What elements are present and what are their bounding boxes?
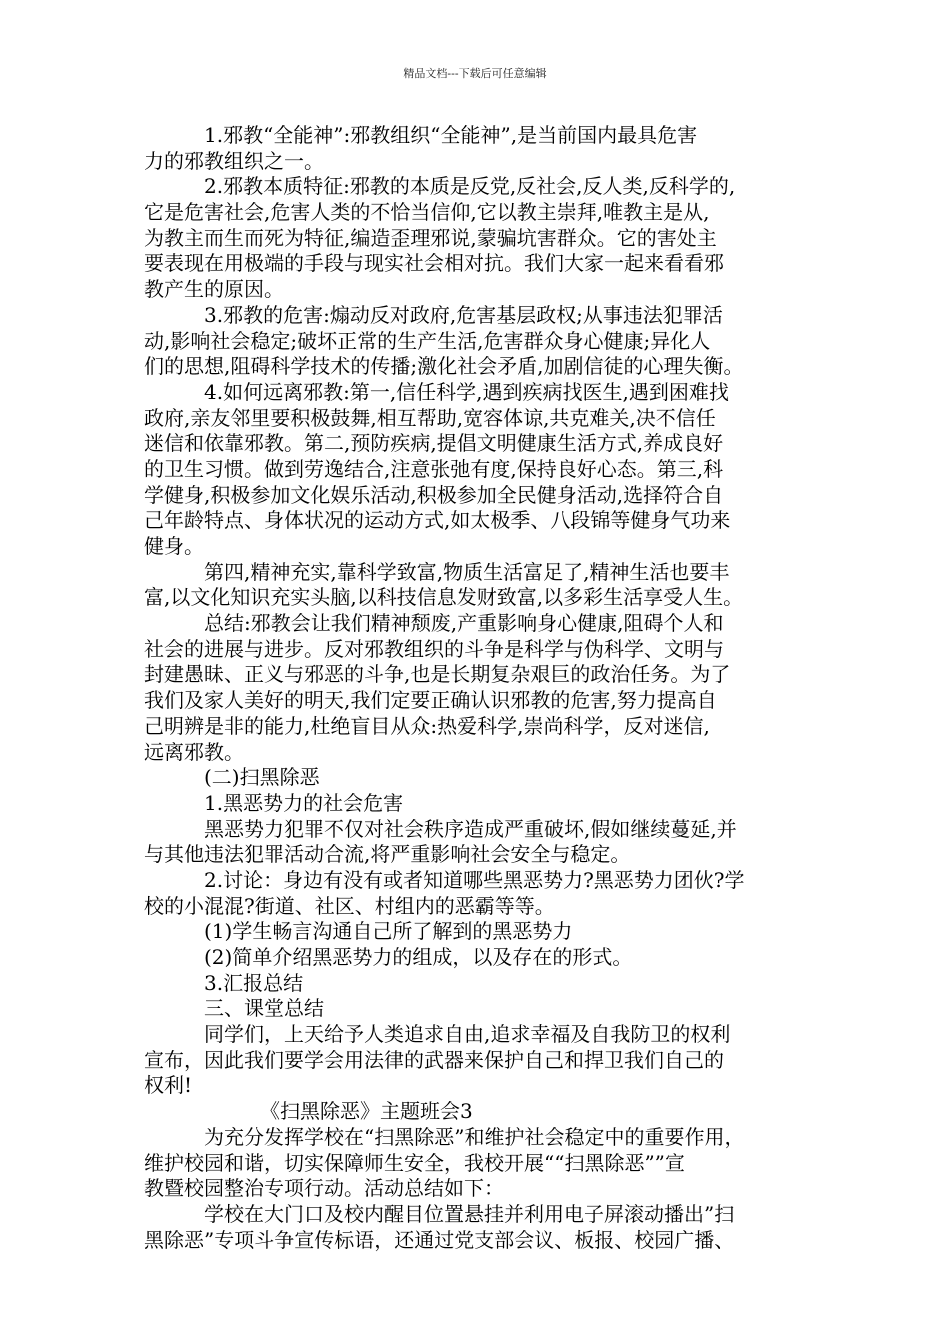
document-body (144, 123, 816, 1253)
text-line: 教暨校园整治专项行动。活动总结如下： (144, 1176, 504, 1201)
text-line: 宣布，因此我们要学会用法律的武器来保护自己和捍卫我们自己的 (144, 1047, 724, 1072)
text-line: 教产生的原因。 (144, 277, 284, 302)
text-line: 校的小混混?街道、社区、村组内的恶霸等等。 (144, 893, 555, 918)
text-line: 与其他违法犯罪活动合流,将严重影响社会安全与稳定。 (144, 842, 631, 867)
text-line: 我们及家人美好的明天,我们定要正确认识邪教的危害,努力提高自 (144, 688, 717, 713)
text-line: 黑除恶”专项斗争宣传标语，还通过党支部会议、板报、校园广播、 (144, 1227, 735, 1252)
text-line: 学校在大门口及校内醒目位置悬挂并利用电子屏滚动播出”扫 (204, 1201, 735, 1226)
text-line: 《扫黑除恶》主题班会3 (260, 1099, 473, 1124)
text-line: (2)简单介绍黑恶势力的组成，以及存在的形式。 (204, 945, 633, 969)
text-line: 3.汇报总结 (204, 970, 304, 995)
text-line: 要表现在用极端的手段与现实社会相对抗。我们大家一起来看看邪 (144, 251, 724, 276)
text-line: 为充分发挥学校在“扫黑除恶”和维护社会稳定中的重要作用， (204, 1124, 745, 1149)
text-line: 动,影响社会稳定;破坏正常的生产生活,危害群众身心健康;异化人 (144, 328, 711, 353)
page-header: 精品文档---下载后可任意编辑 (403, 67, 547, 80)
text-line: 同学们，上天给予人类追求自由,追求幸福及自我防卫的权利 (204, 1022, 731, 1047)
text-line: 迷信和依靠邪教。第二,预防疾病,提倡文明健康生活方式,养成良好 (144, 431, 724, 456)
text-line: 黑恶势力犯罪不仅对社会秩序造成严重破坏,假如继续蔓延,并 (204, 816, 737, 841)
text-line: 富,以文化知识充实头脑,以科技信息发财致富,以多彩生活享受人生。 (144, 585, 744, 610)
text-line: 己明辨是非的能力,杜绝盲目从众:热爱科学,崇尚科学，反对迷信, (144, 713, 710, 738)
text-line: 社会的进展与进步。反对邪教组织的斗争是科学与伪科学、文明与 (144, 636, 724, 661)
text-line: 力的邪教组织之一。 (144, 148, 324, 173)
text-line: 的卫生习惯。做到劳逸结合,注意张弛有度,保持良好心态。第三,科 (144, 456, 724, 481)
text-line: 第四,精神充实,靠科学致富,物质生活富足了,精神生活也要丰 (204, 559, 730, 584)
text-line: 为教主而生而死为特征,编造歪理邪说,蒙骗坑害群众。它的害处主 (144, 225, 717, 250)
text-line: 三、课堂总结 (204, 996, 324, 1021)
text-line: 封建愚昧、正义与邪恶的斗争,也是长期复杂艰巨的政治任务。为了 (144, 662, 731, 687)
text-line: 健身。 (144, 534, 204, 558)
text-line: 1.黑恶势力的社会危害 (204, 790, 404, 815)
text-line: 远离邪教。 (144, 739, 244, 764)
text-line: (1)学生畅言沟通自己所了解到的黑恶势力 (204, 919, 573, 944)
text-line: 3.邪教的危害:煽动反对政府,危害基层政权;从事违法犯罪活 (204, 302, 723, 327)
text-line: 总结:邪教会让我们精神颓废,产重影响身心健康,阻碍个人和 (204, 611, 724, 636)
text-line: 它是危害社会,危害人类的不恰当信仰,它以教主崇拜,唯教主是从, (144, 200, 710, 225)
text-line: 政府,亲友邻里要积极鼓舞,相互帮助,宽容体谅,共克难关,决不信任 (144, 405, 716, 430)
text-line: 们的思想,阻碍科学技术的传播;激化社会矛盾,加剧信徒的心理失衡。 (144, 354, 744, 379)
text-line: 1.邪教“全能神”:邪教组织“全能神”,是当前国内最具危害 (204, 123, 698, 147)
text-line: 4.如何远离邪教:第一,信任科学,遇到疾病找医生,遇到困难找 (204, 379, 729, 404)
text-line: (二)扫黑除恶 (204, 765, 320, 790)
text-line: 2.邪教本质特征:邪教的本质是反党,反社会,反人类,反科学的, (204, 174, 736, 199)
text-line: 维护校园和谐，切实保障师生安全，我校开展““扫黑除恶””宣 (144, 1150, 685, 1175)
text-line: 2.讨论：身边有没有或者知道哪些黑恶势力?黑恶势力团伙?学 (204, 867, 745, 892)
text-line: 学健身,积极参加文化娱乐活动,积极参加全民健身活动,选择符合自 (144, 482, 724, 507)
text-line: 己年龄特点、身体状况的运动方式,如太极季、八段锦等健身气功来 (144, 508, 731, 533)
text-line: 权利! (144, 1073, 193, 1098)
